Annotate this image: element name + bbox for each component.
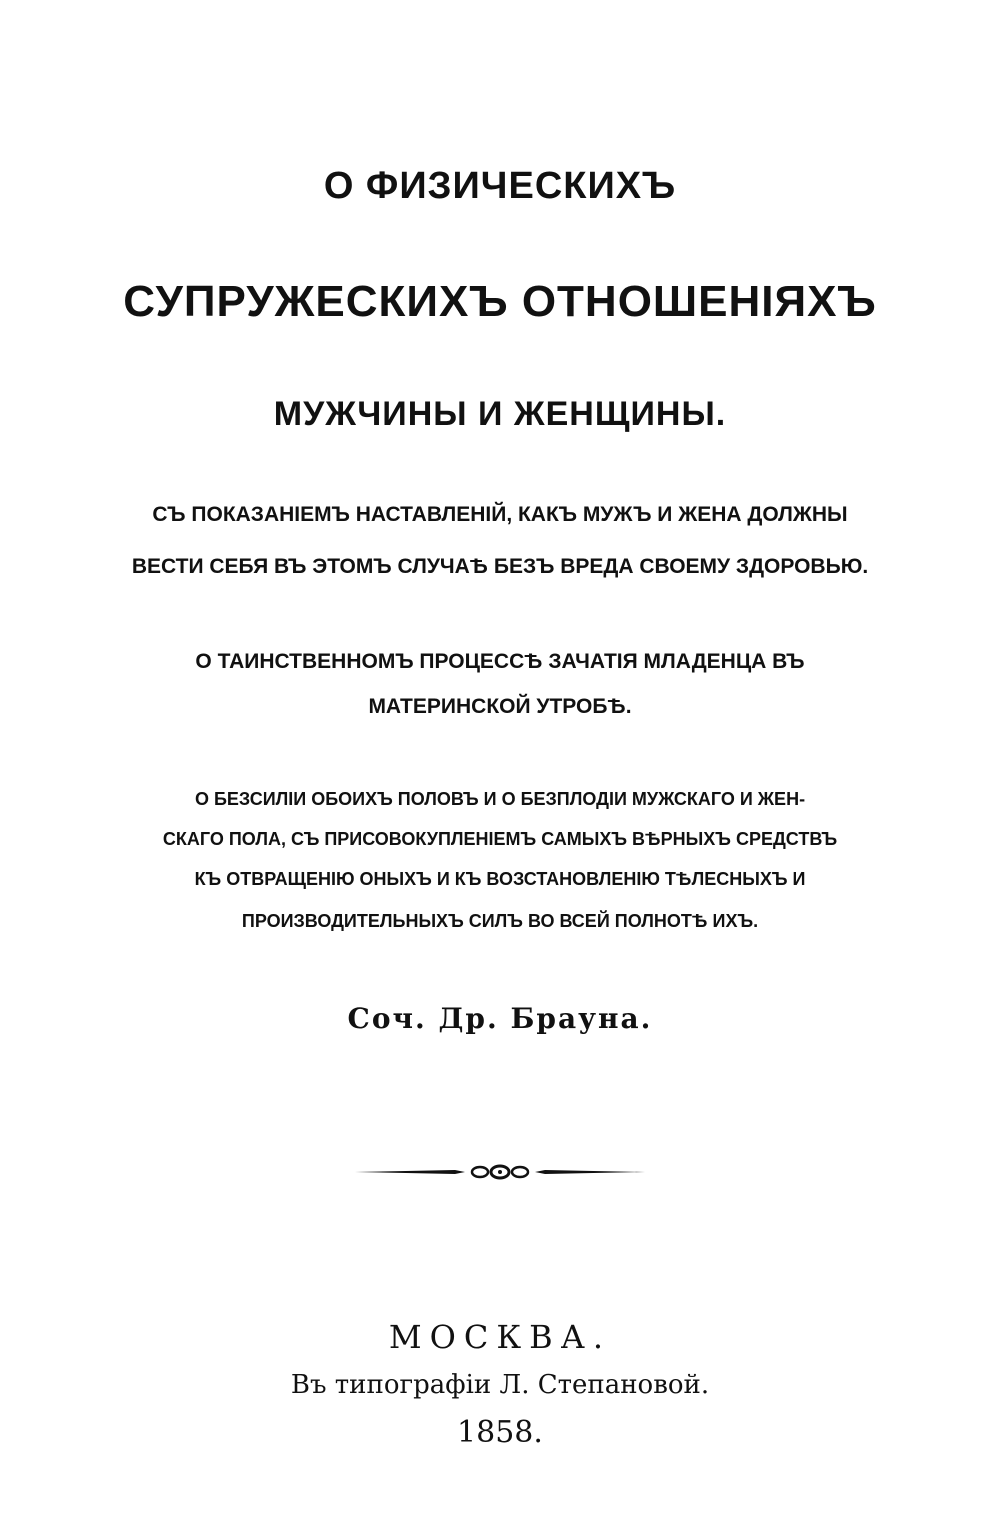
imprint-city-text: МОСКВА. [388,1318,612,1356]
subtitle-p1-line [0,500,1000,530]
subtitle-p1-line [0,552,1000,582]
title-line-3 [0,390,1000,438]
imprint-year [0,1415,1000,1450]
title-line-2 [0,272,1000,332]
subtitle-p3-line [0,785,1000,813]
imprint-year-text: 1858. [457,1415,543,1450]
imprint-press-text: Въ типографіи Л. Степановой. [290,1370,710,1400]
subtitle-p3-line [0,907,1000,935]
title-line-1-text: О ФИЗИЧЕСКИХЪ [323,165,677,207]
subtitle-text: СЪ ПОКАЗАНІЕМЪ НАСТАВЛЕНІЙ, КАКЪ МУЖЪ И ЖЕНА ДОЛЖНЫ [152,503,848,526]
subtitle-p2-line [0,692,1000,722]
title-line-2-text: СУПРУЖЕСКИХЪ ОТНОШЕНІЯХЪ [123,277,877,326]
subtitle-p2-line [0,647,1000,677]
subtitle-p3-line [0,825,1000,853]
subtitle-text: МАТЕРИНСКОЙ УТРОБѢ. [368,695,632,718]
subtitle-text: О БЕЗСИЛІИ ОБОИХЪ ПОЛОВЪ И О БЕЗПЛОДІИ МУЖСКАГО И ЖЕН- [194,789,806,809]
imprint-press [0,1370,1000,1400]
author-text: Соч. Др. Брауна. [347,1002,653,1035]
subtitle-text: ПРОИЗВОДИТЕЛЬНЫХЪ СИЛЪ ВО ВСЕЙ ПОЛНОТѢ ИХЪ. [241,911,759,931]
ornament-divider-icon [355,1160,645,1184]
subtitle-p3-line [0,865,1000,893]
subtitle-text: ВЕСТИ СЕБЯ ВЪ ЭТОМЪ СЛУЧАѢ БЕЗЪ ВРЕДА СВОЕМУ ЗДОРОВЬЮ. [131,555,869,578]
imprint-city [0,1318,1000,1356]
author [0,1002,1000,1035]
title-line-1 [0,165,1000,208]
subtitle-text: О ТАИНСТВЕННОМЪ ПРОЦЕССѢ ЗАЧАТІЯ МЛАДЕНЦА ВЪ [195,650,805,673]
title-line-3-text: МУЖЧИНЫ И ЖЕНЩИНЫ. [273,395,727,433]
subtitle-text: СКАГО ПОЛА, СЪ ПРИСОВОКУПЛЕНІЕМЪ САМЫХЪ ВѢРНЫХЪ СРЕДСТВЪ [162,829,838,849]
subtitle-text: КЪ ОТВРАЩЕНІЮ ОНЫХЪ И КЪ ВОЗСТАНОВЛЕНІЮ ТѢЛЕСНЫХЪ И [194,869,806,889]
